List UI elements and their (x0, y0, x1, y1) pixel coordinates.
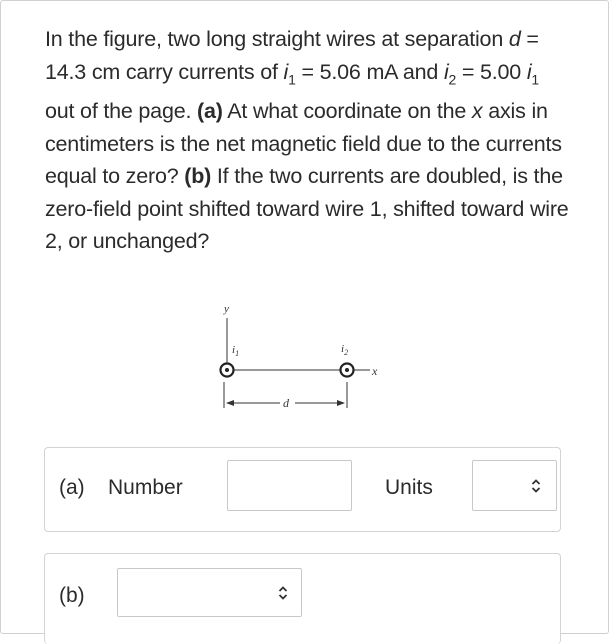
wire-2-dot (345, 368, 349, 372)
wires-diagram (200, 298, 410, 418)
y-axis-label: y (224, 303, 229, 315)
question-text: In the figure, two long straight wires at separation d = 14.3 cm carry currents of $i_1 = 5.06$ mA and $i_2 = 5.00$ $i_1$ out of the page. (a) At what coordinate on the x axis in centimeters is the net magnetic field due to the currents equal to zero? (b) If the two currents are doubled, is the zero-field point shifted toward wire 1, shifted toward wire 2, or unchanged? (45, 27, 569, 254)
dim-arrow-left (226, 400, 234, 406)
wires-figure (200, 298, 410, 418)
chevron-up-down-icon (531, 478, 541, 494)
wire-2-label: $i_2$ (341, 343, 349, 357)
direction-select[interactable] (117, 568, 302, 617)
wire-1-label: $i_1$ (232, 344, 240, 358)
number-input[interactable] (227, 460, 352, 511)
units-select[interactable] (472, 460, 557, 511)
part-b-label: (b) (59, 584, 85, 607)
units-label: Units (385, 476, 433, 499)
part-a-panel (44, 447, 561, 532)
dim-arrow-right (337, 400, 345, 406)
part-a-label: (a) (59, 476, 85, 499)
number-label: Number (108, 476, 183, 499)
chevron-up-down-icon (278, 585, 288, 601)
part-b-panel (44, 553, 561, 644)
x-axis-label: x (372, 364, 378, 378)
wire-1-dot (225, 368, 229, 372)
separation-label: d (283, 396, 289, 410)
